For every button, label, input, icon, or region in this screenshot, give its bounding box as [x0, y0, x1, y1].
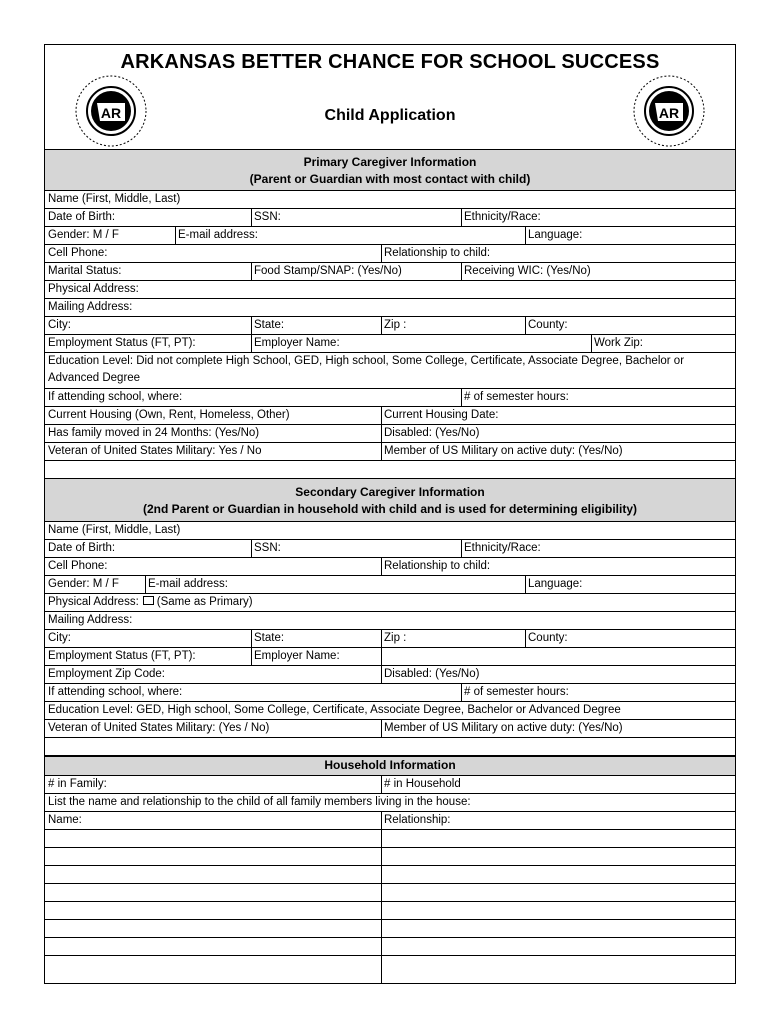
primary-heading-title: Primary Caregiver Information	[303, 155, 477, 169]
member-name-cell[interactable]	[45, 920, 381, 937]
household-member-row	[45, 884, 735, 902]
secondary-ssn-field[interactable]: SSN:	[254, 542, 281, 554]
member-relationship-cell[interactable]	[381, 902, 737, 919]
secondary-education-row	[45, 702, 735, 720]
primary-language-field[interactable]: Language:	[528, 229, 583, 241]
department-seal-icon	[73, 73, 149, 149]
secondary-emp-zip-row	[45, 666, 735, 684]
secondary-veteran-row	[45, 720, 735, 738]
household-member-row	[45, 920, 735, 938]
primary-state-field[interactable]: State:	[254, 319, 285, 331]
primary-active-duty-field[interactable]: Member of US Military on active duty: (Yes/No)	[384, 445, 623, 457]
in-family-field[interactable]: # in Family:	[48, 778, 107, 790]
section-spacer	[45, 461, 735, 479]
primary-marital-field[interactable]: Marital Status:	[48, 265, 122, 277]
primary-attending-field[interactable]: If attending school, where:	[48, 391, 183, 403]
section-spacer	[45, 738, 735, 756]
secondary-heading-note: (2nd Parent or Guardian in household with child and is used for determining eligibility)	[142, 502, 638, 516]
primary-mailing-field[interactable]: Mailing Address:	[48, 301, 133, 313]
member-name-cell[interactable]	[45, 902, 381, 919]
primary-veteran-row	[45, 443, 735, 461]
household-member-row	[45, 848, 735, 866]
secondary-active-duty-field[interactable]: Member of US Military on active duty: (Yes/No)	[384, 722, 623, 734]
secondary-state-field[interactable]: State:	[254, 632, 285, 644]
secondary-physical-field[interactable]	[45, 594, 735, 611]
primary-physical-row	[45, 281, 735, 299]
secondary-county-field[interactable]: County:	[528, 632, 568, 644]
primary-attending-row	[45, 389, 735, 407]
primary-gender-row	[45, 227, 735, 245]
same-as-primary-label: (Same as Primary)	[156, 596, 253, 608]
seal-letters: AR	[658, 105, 680, 121]
primary-employer-field[interactable]: Employer Name:	[254, 337, 340, 349]
primary-work-zip-field[interactable]: Work Zip:	[594, 337, 643, 349]
secondary-gender-row	[45, 576, 735, 594]
primary-dob-row	[45, 209, 735, 227]
primary-section-heading	[45, 149, 735, 191]
secondary-cell-field[interactable]: Cell Phone:	[48, 560, 108, 572]
form-subtitle: Child Application	[324, 107, 456, 124]
member-relationship-column-header: Relationship:	[384, 814, 451, 826]
primary-gender-field[interactable]: Gender: M / F	[48, 229, 119, 241]
department-seal-icon	[631, 73, 707, 149]
secondary-email-field[interactable]: E-mail address:	[148, 578, 228, 590]
primary-employment-field[interactable]: Employment Status (FT, PT):	[48, 337, 196, 349]
primary-mailing-row	[45, 299, 735, 317]
secondary-employment-row	[45, 648, 735, 666]
secondary-mailing-field[interactable]: Mailing Address:	[48, 614, 133, 626]
primary-ssn-field[interactable]: SSN:	[254, 211, 281, 223]
seal-letters: AR	[100, 105, 122, 121]
primary-email-field[interactable]: E-mail address:	[178, 229, 258, 241]
secondary-language-field[interactable]: Language:	[528, 578, 583, 590]
secondary-ethnicity-field[interactable]: Ethnicity/Race:	[464, 542, 541, 554]
household-list-label: List the name and relationship to the child of all family members living in the house:	[48, 796, 471, 808]
secondary-cell-row	[45, 558, 735, 576]
secondary-attending-row	[45, 684, 735, 702]
secondary-disabled-field[interactable]: Disabled: (Yes/No)	[384, 668, 480, 680]
application-form	[44, 44, 736, 984]
member-name-column-header: Name:	[48, 814, 82, 826]
primary-wic-field[interactable]: Receiving WIC: (Yes/No)	[464, 265, 591, 277]
secondary-employment-field[interactable]: Employment Status (FT, PT):	[48, 650, 196, 662]
secondary-attending-field[interactable]: If attending school, where:	[48, 686, 183, 698]
primary-moved-field[interactable]: Has family moved in 24 Months: (Yes/No)	[48, 427, 260, 439]
primary-education-row	[45, 353, 735, 389]
secondary-relationship-field[interactable]: Relationship to child:	[384, 560, 491, 572]
member-name-cell[interactable]	[45, 938, 381, 955]
secondary-emp-zip-field[interactable]: Employment Zip Code:	[48, 668, 165, 680]
primary-veteran-field[interactable]: Veteran of United States Military: Yes / No	[48, 445, 262, 457]
secondary-mailing-row	[45, 612, 735, 630]
form-header	[45, 45, 735, 149]
household-section-heading: Household Information	[45, 756, 735, 776]
primary-employment-row	[45, 335, 735, 353]
in-household-field[interactable]: # in Household	[384, 778, 461, 790]
member-relationship-cell[interactable]	[381, 866, 737, 883]
secondary-name-field[interactable]: Name (First, Middle, Last)	[48, 524, 181, 536]
household-list-label-row	[45, 794, 735, 812]
primary-education-field[interactable]: Education Level: Did not complete High School, GED, High school, Some College, Certificate, Associate Degree, Bachelor or Advanced Degree	[48, 355, 685, 384]
member-name-cell[interactable]	[45, 830, 381, 847]
member-relationship-cell[interactable]	[381, 830, 737, 847]
primary-county-field[interactable]: County:	[528, 319, 568, 331]
secondary-dob-field[interactable]: Date of Birth:	[48, 542, 116, 554]
primary-ethnicity-field[interactable]: Ethnicity/Race:	[464, 211, 541, 223]
household-member-row	[45, 830, 735, 848]
secondary-name-row	[45, 522, 735, 540]
member-relationship-cell[interactable]	[381, 920, 737, 937]
primary-semester-field[interactable]: # of semester hours:	[464, 391, 569, 403]
secondary-gender-field[interactable]: Gender: M / F	[48, 578, 119, 590]
primary-housing-row	[45, 407, 735, 425]
same-as-primary-checkbox[interactable]	[143, 596, 154, 605]
secondary-semester-field[interactable]: # of semester hours:	[464, 686, 569, 698]
member-relationship-cell[interactable]	[381, 884, 737, 901]
household-member-row	[45, 938, 735, 956]
member-name-cell[interactable]	[45, 866, 381, 883]
primary-moved-row	[45, 425, 735, 443]
primary-physical-field[interactable]: Physical Address:	[48, 283, 139, 295]
household-member-row	[45, 956, 735, 983]
primary-cell-row	[45, 245, 735, 263]
form-title: ARKANSAS BETTER CHANCE FOR SCHOOL SUCCESS	[120, 51, 660, 73]
secondary-city-row	[45, 630, 735, 648]
secondary-employer-field[interactable]: Employer Name:	[254, 650, 340, 662]
primary-name-field[interactable]: Name (First, Middle, Last)	[48, 193, 181, 205]
household-member-row	[45, 866, 735, 884]
member-relationship-cell[interactable]	[381, 956, 737, 983]
primary-dob-field[interactable]: Date of Birth:	[48, 211, 116, 223]
primary-housing-field[interactable]: Current Housing (Own, Rent, Homeless, Other)	[48, 409, 290, 421]
secondary-city-field[interactable]: City:	[48, 632, 71, 644]
member-name-cell[interactable]	[45, 956, 381, 983]
primary-marital-row	[45, 263, 735, 281]
primary-city-field[interactable]: City:	[48, 319, 71, 331]
household-count-row	[45, 776, 735, 794]
primary-name-row	[45, 191, 735, 209]
secondary-veteran-field[interactable]: Veteran of United States Military: (Yes / No)	[48, 722, 270, 734]
member-relationship-cell[interactable]	[381, 848, 737, 865]
primary-disabled-field[interactable]: Disabled: (Yes/No)	[384, 427, 480, 439]
primary-city-row	[45, 317, 735, 335]
secondary-dob-row	[45, 540, 735, 558]
household-member-row	[45, 902, 735, 920]
secondary-heading-title: Secondary Caregiver Information	[295, 485, 485, 499]
primary-heading-note: (Parent or Guardian with most contact with child)	[249, 172, 531, 186]
primary-housing-date-field[interactable]: Current Housing Date:	[384, 409, 499, 421]
household-columns-row	[45, 812, 735, 830]
secondary-zip-field[interactable]: Zip :	[384, 632, 407, 644]
member-name-cell[interactable]	[45, 848, 381, 865]
member-relationship-cell[interactable]	[381, 938, 737, 955]
primary-cell-field[interactable]: Cell Phone:	[48, 247, 108, 259]
primary-zip-field[interactable]: Zip :	[384, 319, 407, 331]
secondary-physical-row	[45, 594, 735, 612]
primary-relationship-field[interactable]: Relationship to child:	[384, 247, 491, 259]
secondary-physical-label: Physical Address:	[48, 596, 139, 608]
member-name-cell[interactable]	[45, 884, 381, 901]
secondary-section-heading	[45, 478, 735, 522]
secondary-education-field[interactable]: Education Level: GED, High school, Some College, Certificate, Associate Degree, Bachelor or Advanced Degree	[48, 704, 621, 716]
primary-snap-field[interactable]: Food Stamp/SNAP: (Yes/No)	[254, 265, 402, 277]
